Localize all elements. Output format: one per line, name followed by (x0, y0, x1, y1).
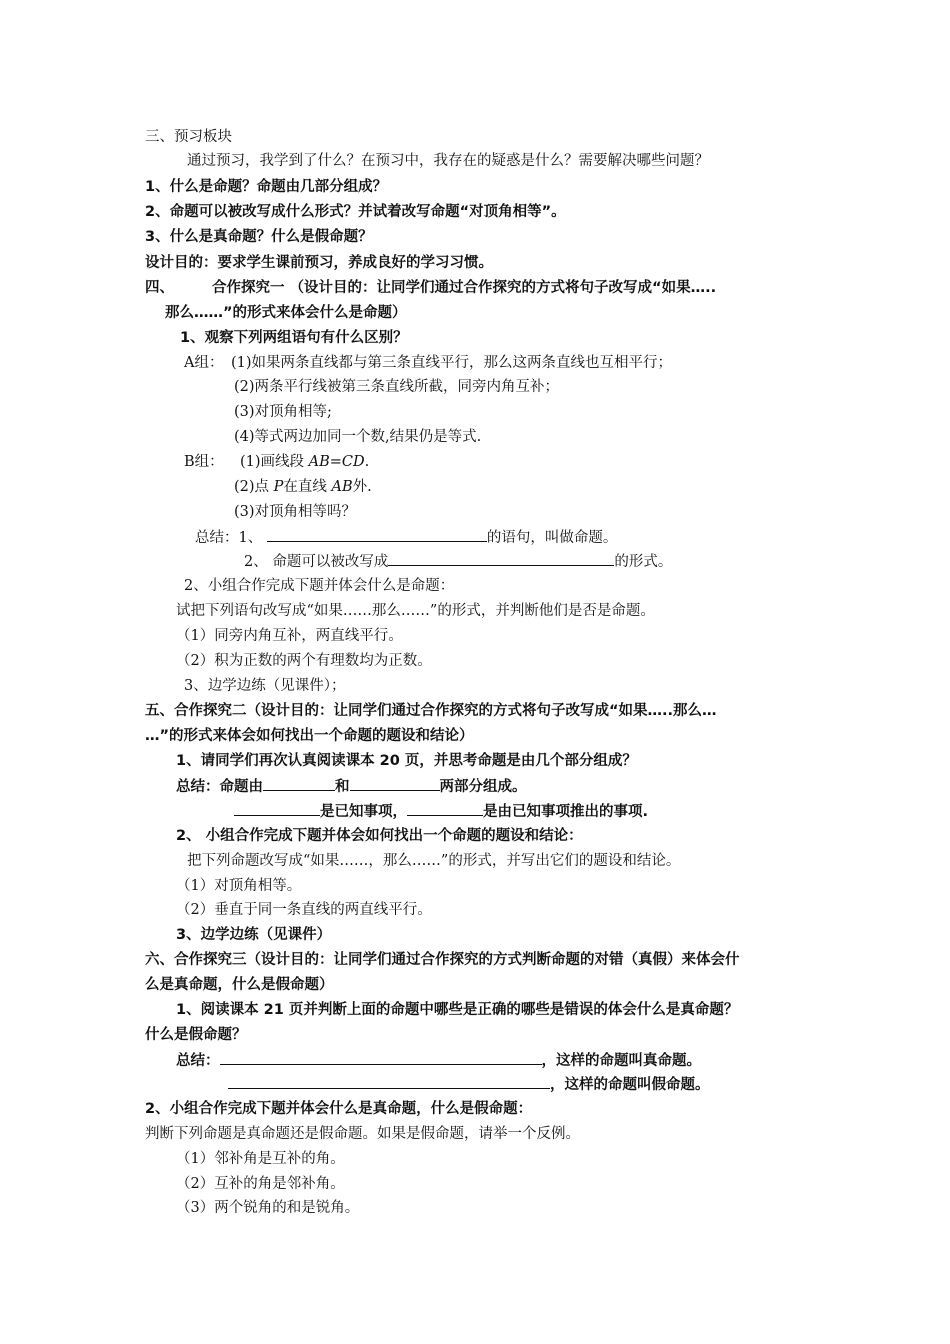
fill-blank[interactable] (407, 800, 483, 816)
group-a-item-3: (3)对顶角相等; (234, 404, 332, 420)
section3-question-3: 3、什么是真命题？什么是假命题？ (145, 229, 373, 245)
section6-title-cont: 么是真命题，什么是假命题） (145, 977, 334, 993)
fill-blank[interactable] (267, 526, 487, 542)
section3-design-goal: 设计目的：要求学生课前预习，养成良好的学习习惯。 (145, 255, 493, 271)
group-a-item-2: (2)两条平行线被第三条直线所截，同旁内角互补； (234, 379, 560, 395)
section5-summary-1: 总结：命题由 和 两部分组成。 (176, 775, 527, 798)
section4-task-2-intro: 试把下列语句改写成“如果……那么……”的形式，并判断他们是否是命题。 (176, 603, 655, 619)
section3-intro: 通过预习，我学到了什么？在预习中，我存在的疑惑是什么？需要解决哪些问题？ (187, 153, 709, 169)
section5-task-3: 3、边学边练（见课件） (176, 927, 332, 943)
group-a-item-1: (1)如果两条直线都与第三条直线平行，那么这两条直线也互相平行； (231, 355, 673, 371)
section5-task-2-intro: 把下列命题改写成“如果……，那么……”的形式，并写出它们的题设和结论。 (187, 853, 681, 869)
section4-title-cont: 那么……”的形式来体会什么是命题） (165, 305, 407, 321)
section6-task-1-cont: 什么是假命题？ (145, 1027, 247, 1043)
group-b-item-3: (3)对顶角相等吗？ (234, 504, 357, 520)
group-b-item-1: (1)画线段 AB=CD. (240, 454, 370, 470)
section6-task-2-intro: 判断下列命题是真命题还是假命题。如果是假命题，请举一个反例。 (145, 1126, 580, 1142)
section6-task-2-item-2: （2）互补的角是邻补角。 (176, 1176, 345, 1192)
group-a-item-4: (4)等式两边加同一个数,结果仍是等式. (234, 429, 482, 445)
section4-title: 合作探究一 （设计目的：让同学们通过合作探究的方式将句子改写成“如果….. (212, 280, 717, 296)
section6-summary-false: ，这样的命题叫假命题。 (228, 1073, 710, 1096)
fill-blank[interactable] (388, 550, 614, 566)
section6-task-2: 2、小组合作完成下题并体会什么是真命题，什么是假命题： (145, 1101, 533, 1117)
section5-title-cont: …”的形式来体会如何找出一个命题的题设和结论） (145, 728, 474, 744)
summary-2: 2、 命题可以被改写成 的形式。 (244, 550, 672, 573)
section5-summary-2: 是已知事项， 是由已知事项推出的事项. (234, 800, 648, 823)
section5-task-2: 2、 小组合作完成下题并体会如何找出一个命题的题设和结论： (176, 828, 583, 844)
fill-blank[interactable] (220, 1049, 542, 1065)
section4-task-1: 1、观察下列两组语句有什么区别？ (180, 330, 408, 346)
group-b-label: B组： (184, 454, 224, 470)
section6-title: 六、合作探究三（设计目的：让同学们通过合作探究的方式判断命题的对错（真假）来体会什 (145, 952, 740, 968)
section4-task-2-item-2: （2）积为正数的两个有理数均为正数。 (176, 653, 432, 669)
section3-title: 三、预习板块 (145, 129, 232, 145)
fill-blank[interactable] (234, 800, 320, 816)
section5-task-2-item-2: （2）垂直于同一条直线的两直线平行。 (176, 902, 432, 918)
fill-blank[interactable] (228, 1073, 550, 1089)
section4-task-2: 2、小组合作完成下题并体会什么是命题： (184, 578, 455, 594)
summary-1: 总结：1、 的语句，叫做命题。 (195, 526, 617, 549)
section3-question-1: 1、什么是命题？命题由几部分组成？ (145, 179, 388, 195)
section3-question-2: 2、命题可以被改写成什么形式？并试着改写命题“对顶角相等”。 (145, 204, 566, 220)
fill-blank[interactable] (263, 775, 335, 791)
section6-task-1: 1、阅读课本 21 页并判断上面的命题中哪些是正确的哪些是错误的体会什么是真命题？ (176, 1002, 739, 1018)
section4-task-2-item-1: （1）同旁内角互补，两直线平行。 (176, 628, 403, 644)
group-a-label: A组： (184, 355, 224, 371)
section5-task-1: 1、请同学们再次认真阅读课本 20 页，并思考命题是由几个部分组成？ (176, 753, 637, 769)
section4-task-3: 3、边学边练（见课件）； (184, 678, 346, 694)
section6-summary-true: 总结： ，这样的命题叫真命题。 (176, 1049, 701, 1072)
group-b-item-2: (2)点 P在直线 AB外. (234, 479, 372, 495)
section6-task-2-item-3: （3）两个锐角的和是锐角。 (176, 1200, 360, 1216)
section4-number: 四、 (145, 280, 174, 296)
fill-blank[interactable] (350, 775, 440, 791)
section5-title: 五、合作探究二（设计目的：让同学们通过合作探究的方式将句子改写成“如果…..那么… (145, 703, 717, 719)
section5-task-2-item-1: （1）对顶角相等。 (176, 878, 302, 894)
section6-task-2-item-1: （1）邻补角是互补的角。 (176, 1151, 345, 1167)
